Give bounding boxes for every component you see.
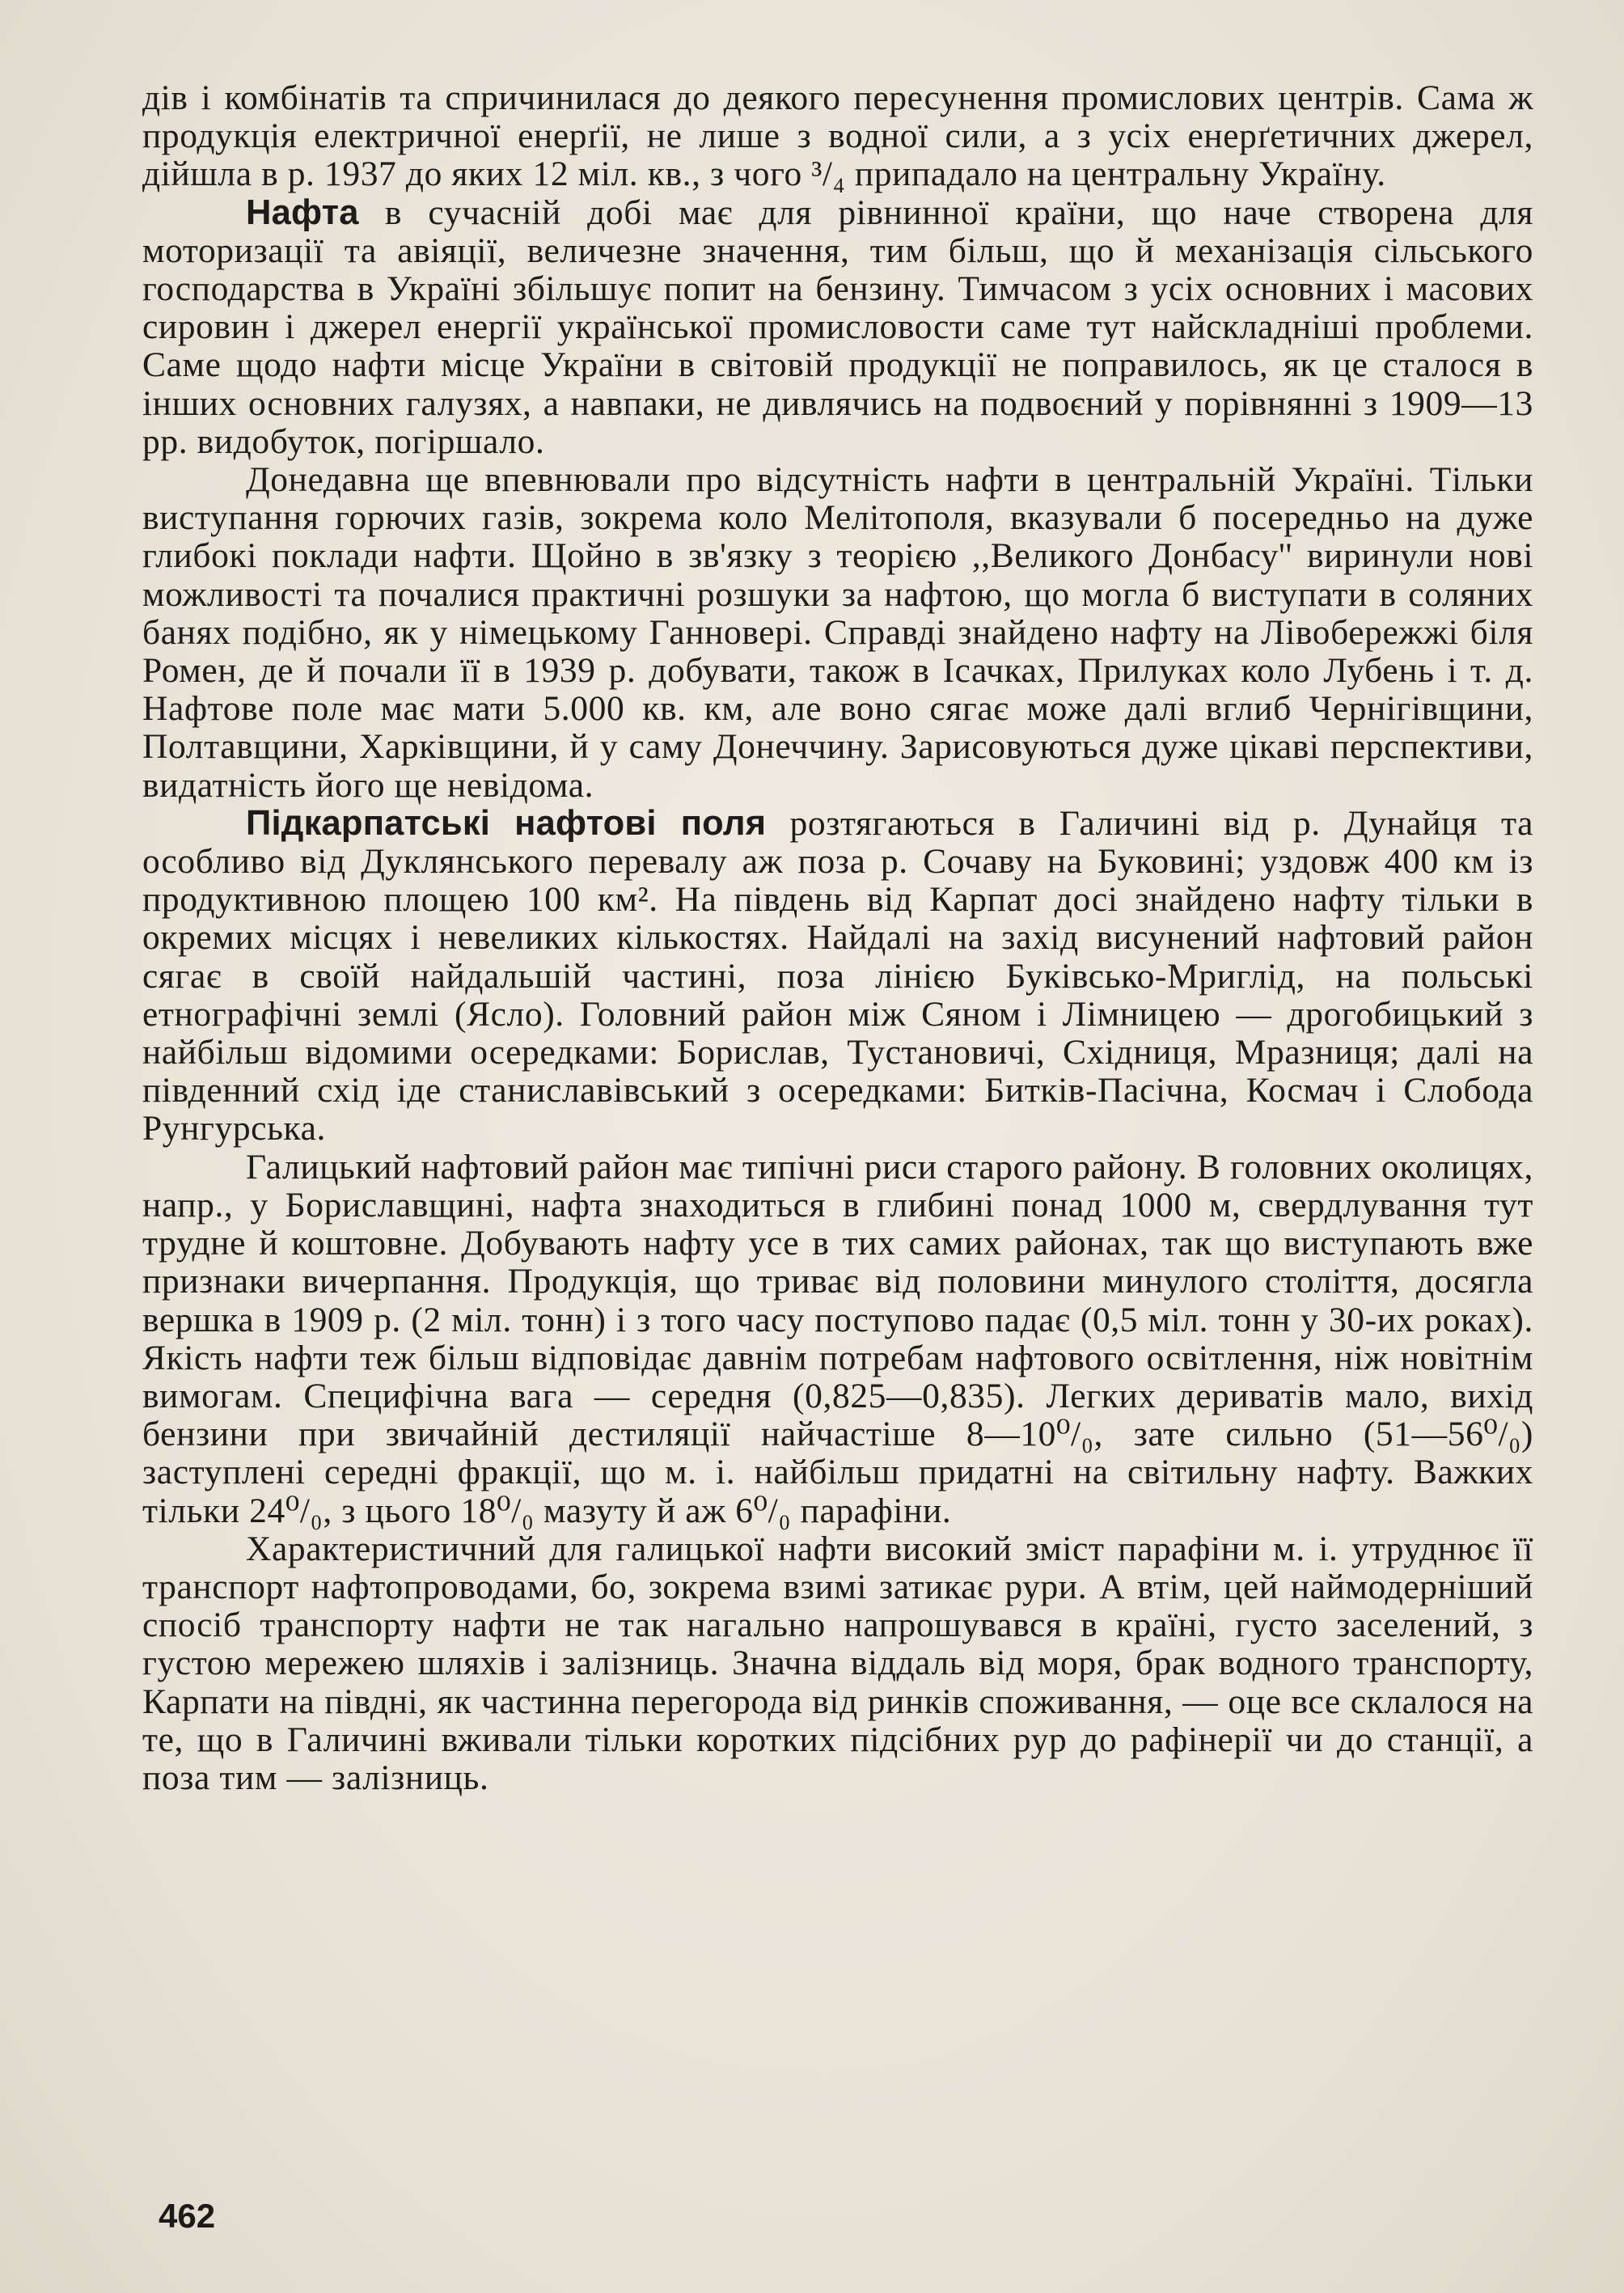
paragraph-text: розтягаються в Галичині від р. Дунайця та особливо від Дуклянського перевалу аж поза р. Сочаву на Буковині; уздовж 400 км із продуктивною площею 100 км². На південь від Карпат досі знайдено нафту тільки в окремих місцях і невеликих кількостях. Найдалі на захід висунений нафтовий район сягає в своїй найдальшій частині, поза лінією Буківсько-Мриглід, на польські етнографічні землі (Ясло). Головний район між Сяном і Лімницею — дрогобицький з найбільш відомими осередками: Борислав, Тустановичі, Східниця, Мразниця; далі на південний схід іде станиславівський з осередками: Битків-Пасічна, Космач і Слобода Рунгурська.: [142, 803, 1533, 1149]
paragraph-galician-district: [142, 1149, 1533, 1530]
paragraph-central-ukraine-oil: [142, 461, 1533, 805]
paragraph-heading-subcarpathian: Підкарпатські нафтові поля: [246, 803, 767, 843]
paragraph-paraffin-transport: [142, 1530, 1533, 1797]
paragraph-text: дів і комбінатів та спричинилася до деякого пересунення промислових центрів. Сама ж продукція електричної енерґії, не лише з водної сили, а з усіх енерґетичних джерел, дійшла в р. 1937 до яких 12 міл. кв., з чого ³/₄ припадало на центральну Україну.: [142, 78, 1533, 194]
paragraph-subcarpathian-fields: [142, 805, 1533, 1149]
paragraph-oil: [142, 194, 1533, 461]
paragraph-text: Донедавна ще впевнювали про відсутність нафти в центральній Україні. Тільки виступання горючих газів, зокрема коло Мелітополя, вказували б посередньо на дуже глибокі поклади нафти. Щойно в зв'язку з теорією ,,Великого Донбасу'' виринули нові можливості та почалися практичні розшуки за нафтою, що могла б виступати в соляних банях подібно, як у німецькому Ганновері. Справді знайдено нафту на Лівобережжі біля Ромен, де й почали її в 1939 р. добувати, також в Ісачках, Прилуках коло Лубень і т. д. Нафтове поле має мати 5.000 кв. км, але воно сягає може далі вглиб Чернігівщини, Полтавщини, Харківщини, й у саму Донеччину. Зарисовуються дуже цікаві перспективи, видатність його ще невідома.: [142, 460, 1533, 805]
paragraph-text: Галицький нафтовий район має типічні риси старого району. В головних околицях, напр., у Бориславщині, нафта знаходиться в глибині понад 1000 м, свердлування тут трудне й коштовне. Добувають нафту усе в тих самих районах, так що виступають вже признаки вичерпання. Продукція, що триває від половини минулого століття, досягла вершка в 1909 р. (2 міл. тонн) і з того часу поступово падає (0,5 міл. тонн у 30-их роках). Якість нафти теж більш відповідає давнім потребам нафтового освітлення, ніж новітнім вимогам. Специфічна вага — середня (0,825—0,835). Легких дериватів мало, вихід бензини при звичайній дестиляції найчастіше 8—10⁰/₀, зате сильно (51—56⁰/₀) заступлені середні фракції, що м. і. найбільш придатні на світильну нафту. Важких тільки 24⁰/₀, з цього 18⁰/₀ мазуту й аж 6⁰/₀ парафіни.: [142, 1147, 1533, 1530]
paragraph-text: Характеристичний для галицької нафти високий зміст парафіни м. і. утруднює її транспорт нафтопроводами, бо, зокрема взимі затикає рури. А втім, цей наймодерніший спосіб транспорту нафти не так нагально напрошувався в країні, густо заселений, з густою мережею шляхів і залізниць. Значна віддаль від моря, брак водного транспорту, Карпати на півдні, як частинна перегорода від ринків споживання, — оце все склалося на те, що в Галичині вживали тільки коротких підсібних рур до рафінерії чи до станції, а поза тим — залізниць.: [142, 1529, 1533, 1797]
paragraph-power-production: [142, 79, 1533, 194]
paragraph-heading-oil: Нафта: [246, 192, 359, 232]
page-number: 462: [159, 2197, 216, 2235]
body-text: [142, 79, 1533, 1797]
paragraph-text: в сучасній добі має для рівнинної країни, що наче створена для моторизації та авіяції, величезне значення, тим більш, що й механізація сільського господарства в Україні збільшує попит на бензину. Тимчасом з усіх основних і масових сировин і джерел енергії української промисловости саме тут найскладніші проблеми. Саме щодо нафти місце України в світовій продукції не поправилось, як це сталося в інших основних галузях, а навпаки, не дивлячись на подвоєний у порівнянні з 1909—13 рр. видобуток, погіршало.: [142, 192, 1533, 461]
